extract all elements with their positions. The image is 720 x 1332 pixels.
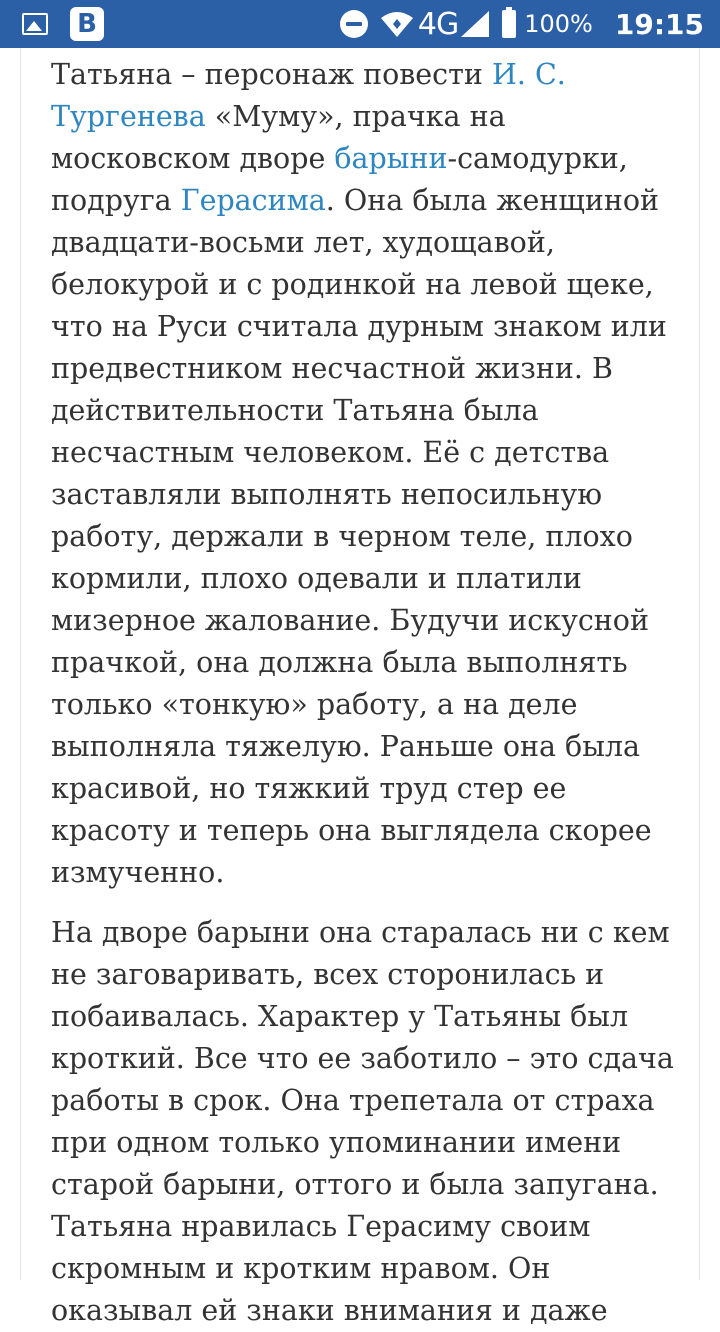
signal-icon: [460, 10, 490, 38]
battery-percentage: 100%: [524, 10, 593, 38]
article-paragraph: На дворе барыни она старалась ни с кем не заговаривать, всех сторонилась и побаивалась. Характер у Татьяны был кроткий. Все что ее заботило – это сдача работы в срок. Она трепетала от страха при одном только упоминании имени старой барыни, оттого и была запугана. Татьяна нравилась Герасиму своим скромным и кротким нравом. Он оказывал ей знаки внимания и даже: [51, 916, 674, 1327]
gerasim-link[interactable]: Герасима: [180, 184, 326, 217]
author-link[interactable]: И. С. Тургенева: [51, 58, 566, 133]
status-bar-left: [22, 0, 104, 48]
paragraph-text: «Муму», прачка на московском дворе: [51, 100, 506, 175]
paragraph-text: Татьяна – персонаж повести: [51, 58, 492, 91]
wifi-icon: [380, 10, 414, 38]
battery-icon: [502, 10, 516, 38]
status-bar: [0, 0, 720, 48]
paragraph-text: . Она была женщиной двадцати-восьми лет, худощавой, белокурой и с родинкой на левой щеке, что на Руси считала дурным знаком или предвестником несчастной жизни. В действительности Татьяна была несчастным человеком. Её с детства заставляли выполнять непосильную работу, держали в черном теле, плохо кормили, плохо одевали и платили мизерное жалование. Будучи искусной прачкой, она должна была выполнять только «тонкую» работу, а на деле выполняла тяжелую. Раньше она была красивой, но тяжкий труд стер ее красоту и теперь она выглядела скорее измученно.: [51, 184, 667, 889]
do-not-disturb-icon: [340, 10, 368, 38]
gallery-icon: [22, 13, 48, 35]
article-body: [21, 48, 699, 1332]
article-container[interactable]: [20, 48, 700, 1327]
status-bar-right: [340, 0, 704, 48]
article-paragraph: [51, 54, 679, 894]
clock: 19:15: [614, 7, 704, 41]
baryna-link[interactable]: барыни: [334, 142, 448, 175]
network-type: 4G: [417, 6, 459, 42]
vk-icon: B: [70, 7, 104, 41]
paragraph-text: -самодурки, подруга: [51, 142, 628, 217]
